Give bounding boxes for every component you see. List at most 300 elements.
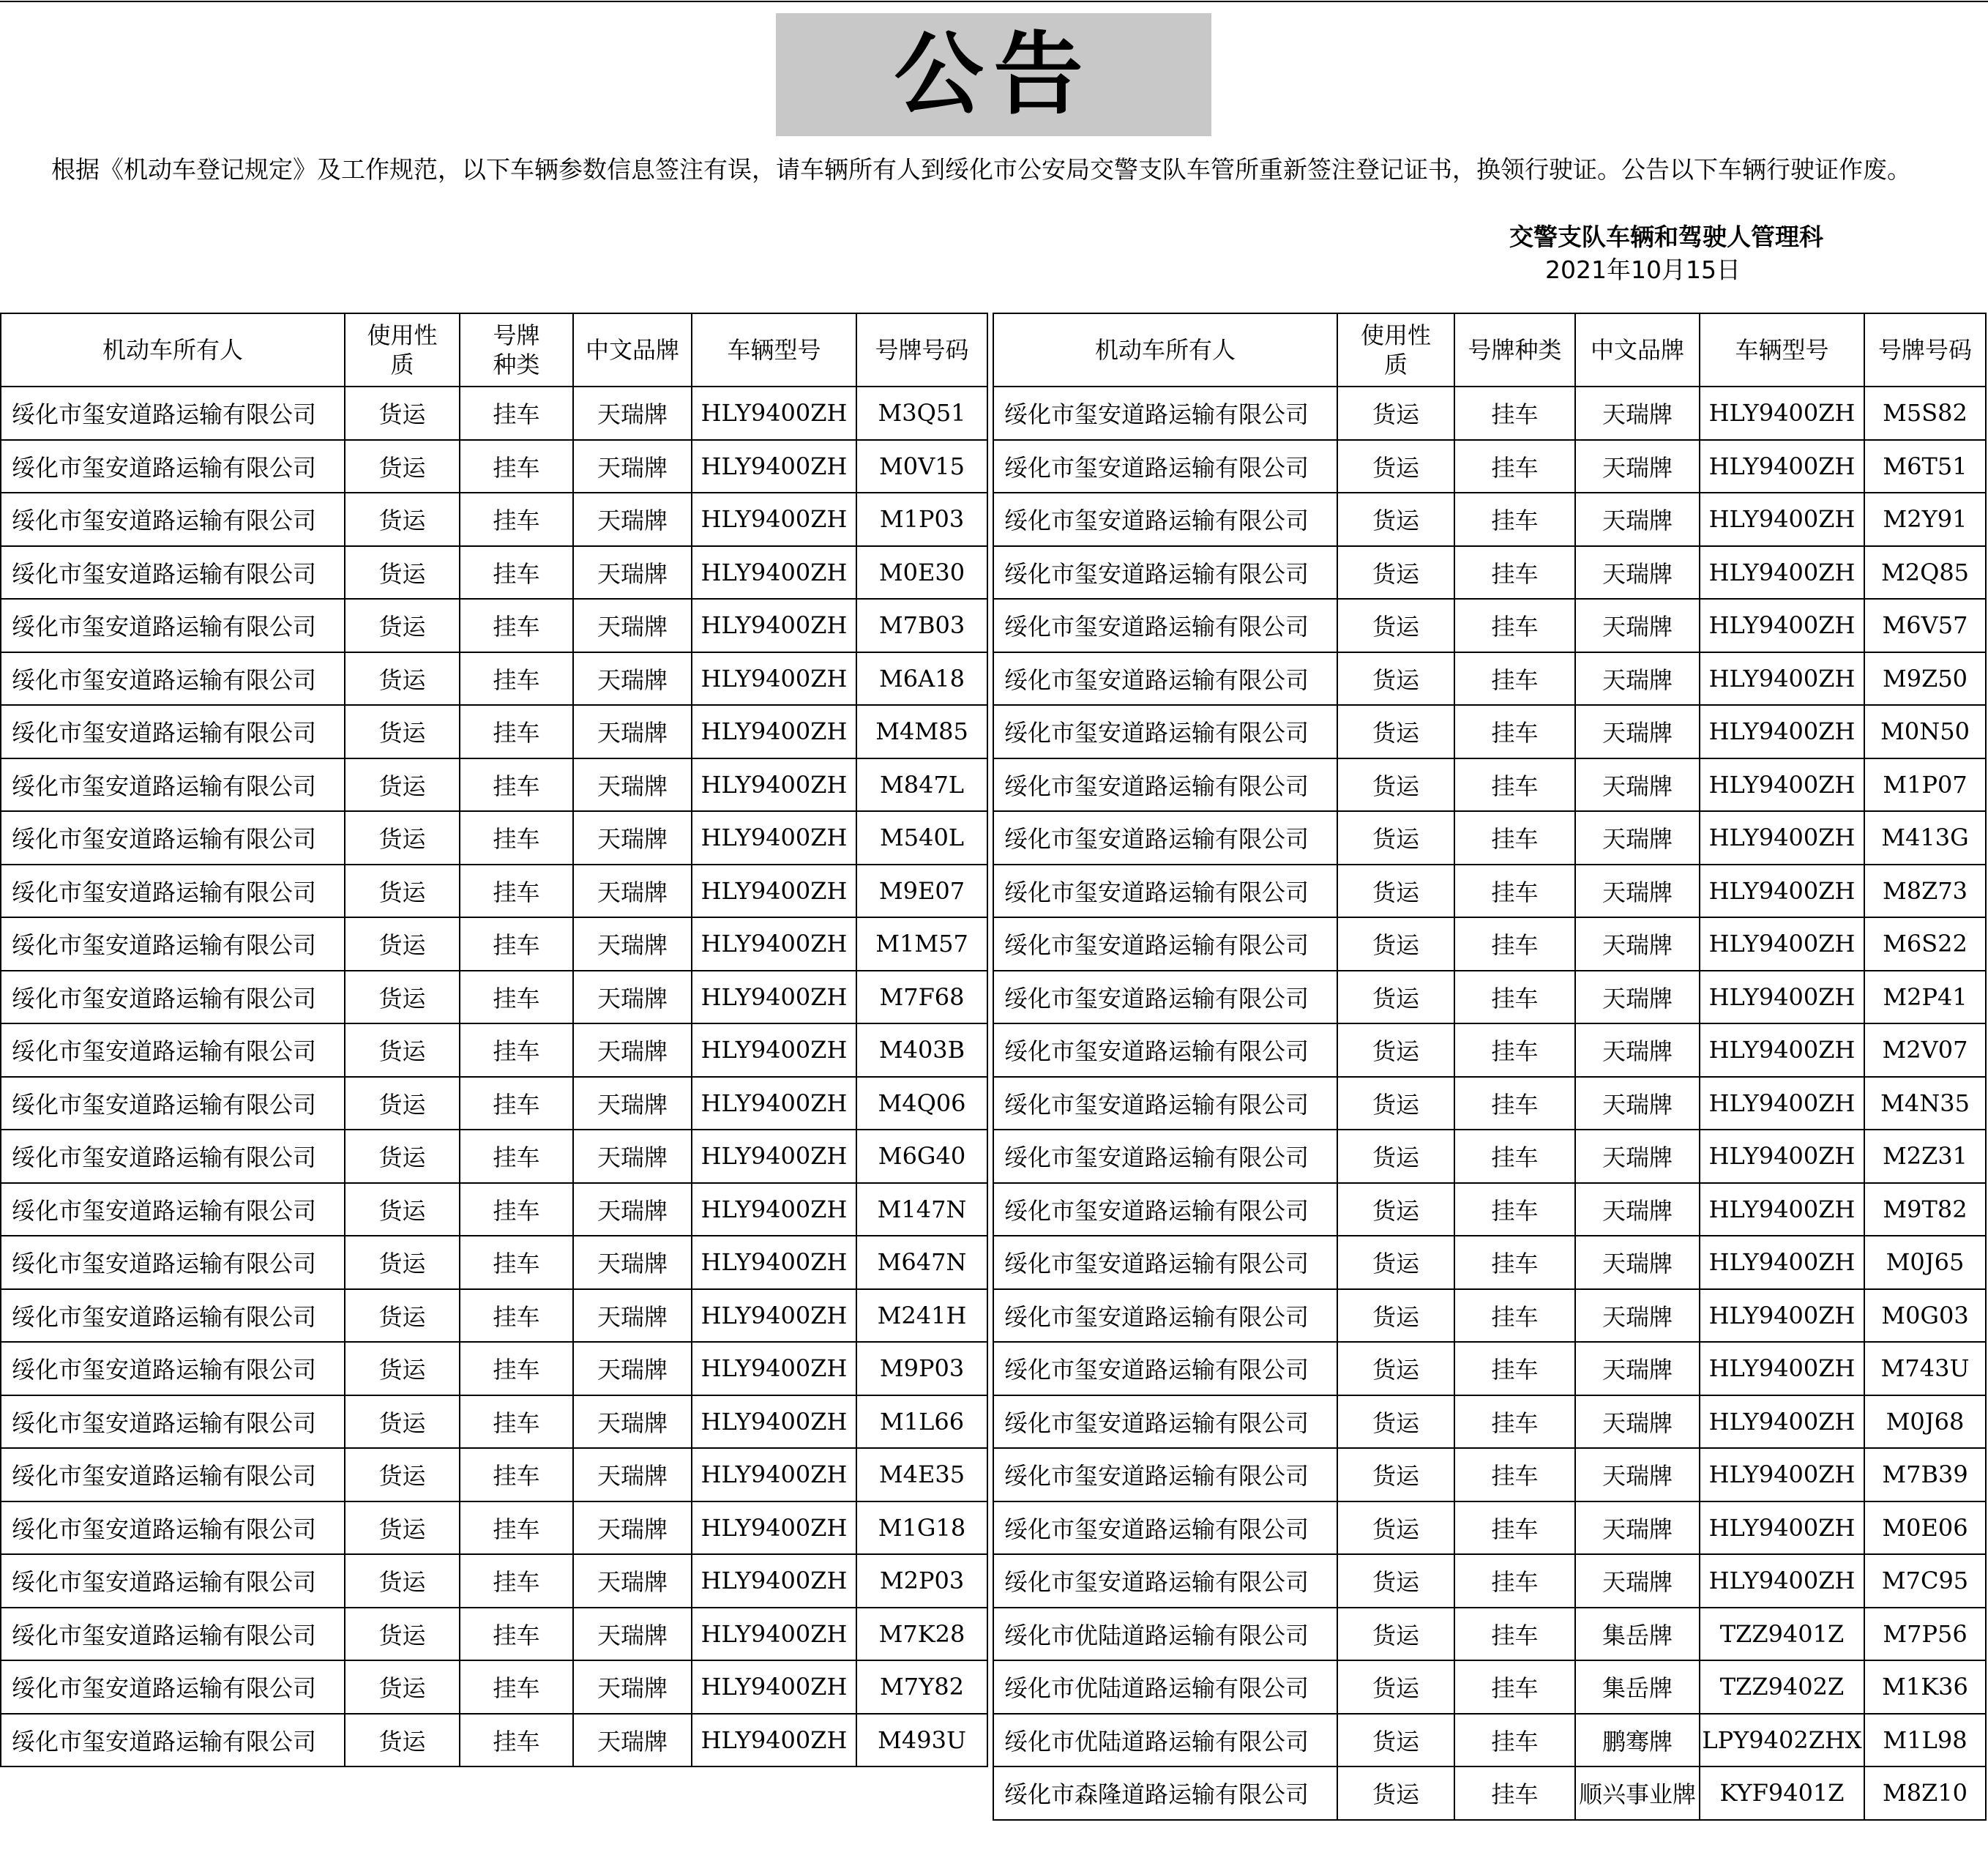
model-cell: KYF9401Z <box>1700 1766 1864 1820</box>
plate-type-cell: 挂车 <box>1454 493 1575 546</box>
table-row <box>993 546 1986 600</box>
brand-cell: 天瑞牌 <box>1575 1023 1700 1077</box>
owner-cell: 绥化市优陆道路运输有限公司 <box>993 1660 1337 1714</box>
plate-type-cell: 挂车 <box>1454 1130 1575 1183</box>
usage-cell: 货运 <box>1337 1714 1454 1767</box>
usage-cell: 货运 <box>345 1395 460 1449</box>
usage-cell: 货运 <box>1337 1395 1454 1449</box>
table-row <box>993 1342 1986 1395</box>
owner-cell: 绥化市玺安道路运输有限公司 <box>1 546 345 600</box>
owner-cell: 绥化市玺安道路运输有限公司 <box>1 1289 345 1343</box>
plate-type-cell: 挂车 <box>460 1714 573 1767</box>
model-cell: HLY9400ZH <box>1700 705 1864 758</box>
usage-cell: 货运 <box>1337 811 1454 865</box>
usage-cell: 货运 <box>1337 546 1454 600</box>
model-cell: TZZ9402Z <box>1700 1660 1864 1714</box>
plate-type-cell: 挂车 <box>460 1342 573 1395</box>
plate-number-cell: M6V57 <box>1864 599 1986 652</box>
model-cell: HLY9400ZH <box>1700 599 1864 652</box>
brand-cell: 天瑞牌 <box>1575 493 1700 546</box>
owner-cell: 绥化市玺安道路运输有限公司 <box>1 1660 345 1714</box>
table-row <box>993 1395 1986 1449</box>
model-cell: HLY9400ZH <box>692 1714 856 1767</box>
usage-cell: 货运 <box>1337 1077 1454 1130</box>
owner-cell: 绥化市玺安道路运输有限公司 <box>1 387 345 440</box>
table-row <box>993 811 1986 865</box>
model-cell: HLY9400ZH <box>692 1130 856 1183</box>
owner-cell: 绥化市森隆道路运输有限公司 <box>993 1766 1337 1820</box>
header-model: 车辆型号 <box>692 313 856 387</box>
usage-cell: 货运 <box>1337 1183 1454 1236</box>
plate-type-cell: 挂车 <box>1454 1660 1575 1714</box>
plate-number-cell: M4Q06 <box>856 1077 987 1130</box>
plate-type-cell: 挂车 <box>460 865 573 918</box>
plate-number-cell: M0G03 <box>1864 1289 1986 1343</box>
table-row <box>1 1023 987 1077</box>
plate-number-cell: M847L <box>856 758 987 812</box>
model-cell: HLY9400ZH <box>1700 493 1864 546</box>
model-cell: HLY9400ZH <box>1700 1289 1864 1343</box>
table-row <box>1 1183 987 1236</box>
owner-cell: 绥化市玺安道路运输有限公司 <box>1 1077 345 1130</box>
brand-cell: 天瑞牌 <box>573 1608 692 1661</box>
table-row <box>1 1714 987 1767</box>
model-cell: TZZ9401Z <box>1700 1608 1864 1661</box>
plate-number-cell: M4M85 <box>856 705 987 758</box>
usage-cell: 货运 <box>345 1289 460 1343</box>
model-cell: HLY9400ZH <box>692 1077 856 1130</box>
plate-type-cell: 挂车 <box>1454 1289 1575 1343</box>
brand-cell: 天瑞牌 <box>1575 387 1700 440</box>
usage-cell: 货运 <box>345 1608 460 1661</box>
usage-cell: 货运 <box>1337 1342 1454 1395</box>
owner-cell: 绥化市玺安道路运输有限公司 <box>1 865 345 918</box>
owner-cell: 绥化市玺安道路运输有限公司 <box>993 917 1337 971</box>
table-row <box>993 917 1986 971</box>
plate-type-cell: 挂车 <box>1454 1608 1575 1661</box>
usage-cell: 货运 <box>345 1130 460 1183</box>
plate-number-cell: M2P03 <box>856 1554 987 1608</box>
owner-cell: 绥化市玺安道路运输有限公司 <box>993 865 1337 918</box>
owner-cell: 绥化市玺安道路运输有限公司 <box>1 917 345 971</box>
plate-type-cell: 挂车 <box>460 917 573 971</box>
model-cell: HLY9400ZH <box>692 917 856 971</box>
plate-number-cell: M7B39 <box>1864 1448 1986 1501</box>
table-row <box>1 1130 987 1183</box>
plate-type-cell: 挂车 <box>1454 865 1575 918</box>
model-cell: HLY9400ZH <box>692 599 856 652</box>
model-cell: HLY9400ZH <box>692 1395 856 1449</box>
plate-number-cell: M2P41 <box>1864 971 1986 1024</box>
owner-cell: 绥化市玺安道路运输有限公司 <box>993 440 1337 493</box>
brand-cell: 天瑞牌 <box>1575 1130 1700 1183</box>
owner-cell: 绥化市玺安道路运输有限公司 <box>993 652 1337 706</box>
table-row <box>1 1077 987 1130</box>
model-cell: HLY9400ZH <box>692 1554 856 1608</box>
model-cell: HLY9400ZH <box>1700 811 1864 865</box>
plate-type-cell: 挂车 <box>1454 758 1575 812</box>
model-cell: HLY9400ZH <box>692 652 856 706</box>
plate-type-cell: 挂车 <box>460 1501 573 1555</box>
table-row <box>1 1448 987 1501</box>
brand-cell: 天瑞牌 <box>1575 1077 1700 1130</box>
model-cell: HLY9400ZH <box>1700 1023 1864 1077</box>
model-cell: HLY9400ZH <box>1700 440 1864 493</box>
plate-type-cell: 挂车 <box>1454 1714 1575 1767</box>
table-row <box>1 705 987 758</box>
usage-cell: 货运 <box>345 1448 460 1501</box>
brand-cell: 天瑞牌 <box>1575 811 1700 865</box>
usage-cell: 货运 <box>1337 1608 1454 1661</box>
plate-number-cell: M3Q51 <box>856 387 987 440</box>
usage-cell: 货运 <box>345 652 460 706</box>
usage-cell: 货运 <box>1337 917 1454 971</box>
model-cell: HLY9400ZH <box>1700 1342 1864 1395</box>
brand-cell: 天瑞牌 <box>573 758 692 812</box>
table-row <box>993 1130 1986 1183</box>
plate-number-cell: M0J65 <box>1864 1236 1986 1289</box>
plate-number-cell: M1G18 <box>856 1501 987 1555</box>
owner-cell: 绥化市玺安道路运输有限公司 <box>1 811 345 865</box>
table-row <box>1 1236 987 1289</box>
usage-cell: 货运 <box>345 971 460 1024</box>
usage-cell: 货运 <box>1337 971 1454 1024</box>
plate-number-cell: M7P56 <box>1864 1608 1986 1661</box>
header-model: 车辆型号 <box>1700 313 1864 387</box>
plate-type-cell: 挂车 <box>460 1183 573 1236</box>
plate-type-cell: 挂车 <box>1454 971 1575 1024</box>
owner-cell: 绥化市玺安道路运输有限公司 <box>1 758 345 812</box>
plate-number-cell: M7F68 <box>856 971 987 1024</box>
usage-cell: 货运 <box>345 440 460 493</box>
brand-cell: 集岳牌 <box>1575 1660 1700 1714</box>
table-row <box>993 440 1986 493</box>
owner-cell: 绥化市玺安道路运输有限公司 <box>993 546 1337 600</box>
table-row <box>1 811 987 865</box>
brand-cell: 天瑞牌 <box>573 493 692 546</box>
top-rule <box>0 1 1988 2</box>
header-owner: 机动车所有人 <box>993 313 1337 387</box>
owner-cell: 绥化市玺安道路运输有限公司 <box>1 1448 345 1501</box>
owner-cell: 绥化市玺安道路运输有限公司 <box>993 1289 1337 1343</box>
model-cell: HLY9400ZH <box>692 705 856 758</box>
brand-cell: 天瑞牌 <box>573 1023 692 1077</box>
brand-cell: 天瑞牌 <box>573 1342 692 1395</box>
plate-type-cell: 挂车 <box>1454 1342 1575 1395</box>
table-row <box>1 917 987 971</box>
model-cell: HLY9400ZH <box>692 1660 856 1714</box>
brand-cell: 天瑞牌 <box>573 1183 692 1236</box>
usage-cell: 货运 <box>345 1501 460 1555</box>
vehicle-table-right <box>993 313 1987 1821</box>
plate-type-cell: 挂车 <box>460 1395 573 1449</box>
owner-cell: 绥化市玺安道路运输有限公司 <box>1 1554 345 1608</box>
table-row <box>1 865 987 918</box>
owner-cell: 绥化市玺安道路运输有限公司 <box>993 1342 1337 1395</box>
plate-number-cell: M5S82 <box>1864 387 1986 440</box>
brand-cell: 天瑞牌 <box>1575 1236 1700 1289</box>
owner-cell: 绥化市玺安道路运输有限公司 <box>1 1501 345 1555</box>
brand-cell: 天瑞牌 <box>573 1395 692 1449</box>
owner-cell: 绥化市玺安道路运输有限公司 <box>993 1236 1337 1289</box>
brand-cell: 集岳牌 <box>1575 1608 1700 1661</box>
brand-cell: 天瑞牌 <box>1575 971 1700 1024</box>
owner-cell: 绥化市玺安道路运输有限公司 <box>1 1608 345 1661</box>
plate-type-cell: 挂车 <box>1454 1554 1575 1608</box>
model-cell: HLY9400ZH <box>1700 1183 1864 1236</box>
plate-number-cell: M1M57 <box>856 917 987 971</box>
usage-cell: 货运 <box>1337 1554 1454 1608</box>
plate-type-cell: 挂车 <box>460 1608 573 1661</box>
owner-cell: 绥化市玺安道路运输有限公司 <box>1 652 345 706</box>
usage-cell: 货运 <box>1337 1289 1454 1343</box>
plate-type-cell: 挂车 <box>460 1554 573 1608</box>
plate-number-cell: M0E06 <box>1864 1501 1986 1555</box>
owner-cell: 绥化市玺安道路运输有限公司 <box>993 599 1337 652</box>
plate-number-cell: M743U <box>1864 1342 1986 1395</box>
usage-cell: 货运 <box>345 1077 460 1130</box>
usage-cell: 货运 <box>345 917 460 971</box>
owner-cell: 绥化市玺安道路运输有限公司 <box>993 1554 1337 1608</box>
plate-type-cell: 挂车 <box>460 1660 573 1714</box>
plate-number-cell: M1L98 <box>1864 1714 1986 1767</box>
plate-type-cell: 挂车 <box>460 1077 573 1130</box>
usage-cell: 货运 <box>345 1023 460 1077</box>
plate-number-cell: M7Y82 <box>856 1660 987 1714</box>
page-title: 公告 <box>894 23 1094 127</box>
plate-number-cell: M2V07 <box>1864 1023 1986 1077</box>
brand-cell: 天瑞牌 <box>573 1289 692 1343</box>
owner-cell: 绥化市玺安道路运输有限公司 <box>1 1130 345 1183</box>
owner-cell: 绥化市优陆道路运输有限公司 <box>993 1608 1337 1661</box>
owner-cell: 绥化市玺安道路运输有限公司 <box>993 1448 1337 1501</box>
table-row <box>1 971 987 1024</box>
brand-cell: 天瑞牌 <box>1575 599 1700 652</box>
model-cell: HLY9400ZH <box>1700 1448 1864 1501</box>
table-row <box>993 652 1986 706</box>
usage-cell: 货运 <box>345 1183 460 1236</box>
plate-number-cell: M7K28 <box>856 1608 987 1661</box>
plate-number-cell: M4E35 <box>856 1448 987 1501</box>
plate-number-cell: M1P07 <box>1864 758 1986 812</box>
plate-type-cell: 挂车 <box>1454 1448 1575 1501</box>
usage-cell: 货运 <box>345 493 460 546</box>
brand-cell: 天瑞牌 <box>1575 1395 1700 1449</box>
plate-type-cell: 挂车 <box>460 652 573 706</box>
plate-number-cell: M0N50 <box>1864 705 1986 758</box>
plate-number-cell: M2Q85 <box>1864 546 1986 600</box>
header-plate-number: 号牌号码 <box>1864 313 1986 387</box>
owner-cell: 绥化市玺安道路运输有限公司 <box>1 971 345 1024</box>
brand-cell: 天瑞牌 <box>573 811 692 865</box>
table-row <box>993 971 1986 1024</box>
plate-type-cell: 挂车 <box>460 387 573 440</box>
plate-type-cell: 挂车 <box>460 758 573 812</box>
owner-cell: 绥化市玺安道路运输有限公司 <box>993 971 1337 1024</box>
owner-cell: 绥化市玺安道路运输有限公司 <box>1 493 345 546</box>
model-cell: HLY9400ZH <box>692 440 856 493</box>
owner-cell: 绥化市优陆道路运输有限公司 <box>993 1714 1337 1767</box>
owner-cell: 绥化市玺安道路运输有限公司 <box>993 1130 1337 1183</box>
table-row <box>993 1501 1986 1555</box>
usage-cell: 货运 <box>1337 705 1454 758</box>
plate-type-cell: 挂车 <box>1454 1077 1575 1130</box>
owner-cell: 绥化市玺安道路运输有限公司 <box>993 387 1337 440</box>
plate-number-cell: M647N <box>856 1236 987 1289</box>
brand-cell: 顺兴事业牌 <box>1575 1766 1700 1820</box>
plate-type-cell: 挂车 <box>460 1023 573 1077</box>
brand-cell: 天瑞牌 <box>1575 1448 1700 1501</box>
model-cell: HLY9400ZH <box>692 1183 856 1236</box>
plate-type-cell: 挂车 <box>1454 1236 1575 1289</box>
model-cell: HLY9400ZH <box>692 493 856 546</box>
issue-date: 2021年10月15日 <box>1545 255 1741 284</box>
table-row <box>1 1342 987 1395</box>
model-cell: HLY9400ZH <box>1700 546 1864 600</box>
model-cell: HLY9400ZH <box>1700 1130 1864 1183</box>
header-usage: 使用性质 <box>345 313 460 387</box>
usage-cell: 货运 <box>345 758 460 812</box>
brand-cell: 鹏骞牌 <box>1575 1714 1700 1767</box>
model-cell: HLY9400ZH <box>692 1289 856 1343</box>
plate-type-cell: 挂车 <box>460 1289 573 1343</box>
table-row <box>1 1501 987 1555</box>
brand-cell: 天瑞牌 <box>573 440 692 493</box>
header-plate-type: 号牌种类 <box>460 313 573 387</box>
model-cell: HLY9400ZH <box>1700 387 1864 440</box>
table-row <box>1 1289 987 1343</box>
model-cell: HLY9400ZH <box>692 865 856 918</box>
plate-type-cell: 挂车 <box>1454 917 1575 971</box>
model-cell: HLY9400ZH <box>1700 1077 1864 1130</box>
table-row <box>993 1554 1986 1608</box>
brand-cell: 天瑞牌 <box>573 1660 692 1714</box>
brand-cell: 天瑞牌 <box>1575 440 1700 493</box>
plate-type-cell: 挂车 <box>1454 652 1575 706</box>
brand-cell: 天瑞牌 <box>573 705 692 758</box>
plate-number-cell: M147N <box>856 1183 987 1236</box>
model-cell: HLY9400ZH <box>692 1023 856 1077</box>
brand-cell: 天瑞牌 <box>573 599 692 652</box>
header-usage: 使用性质 <box>1337 313 1454 387</box>
table-row <box>993 493 1986 546</box>
plate-number-cell: M9T82 <box>1864 1183 1986 1236</box>
brand-cell: 天瑞牌 <box>573 652 692 706</box>
table-row <box>1 1395 987 1449</box>
plate-number-cell: M403B <box>856 1023 987 1077</box>
model-cell: HLY9400ZH <box>692 758 856 812</box>
table-row <box>993 758 1986 812</box>
model-cell: HLY9400ZH <box>1700 1395 1864 1449</box>
usage-cell: 货运 <box>1337 1660 1454 1714</box>
owner-cell: 绥化市玺安道路运输有限公司 <box>1 1236 345 1289</box>
usage-cell: 货运 <box>1337 758 1454 812</box>
plate-type-cell: 挂车 <box>1454 705 1575 758</box>
table-row <box>993 705 1986 758</box>
usage-cell: 货运 <box>345 705 460 758</box>
model-cell: HLY9400ZH <box>1700 1554 1864 1608</box>
usage-cell: 货运 <box>1337 1501 1454 1555</box>
brand-cell: 天瑞牌 <box>573 546 692 600</box>
plate-type-cell: 挂车 <box>1454 1183 1575 1236</box>
brand-cell: 天瑞牌 <box>573 1077 692 1130</box>
owner-cell: 绥化市玺安道路运输有限公司 <box>1 1714 345 1767</box>
plate-type-cell: 挂车 <box>1454 1766 1575 1820</box>
usage-cell: 货运 <box>1337 1023 1454 1077</box>
plate-number-cell: M2Z31 <box>1864 1130 1986 1183</box>
owner-cell: 绥化市玺安道路运输有限公司 <box>1 1395 345 1449</box>
brand-cell: 天瑞牌 <box>573 971 692 1024</box>
brand-cell: 天瑞牌 <box>1575 865 1700 918</box>
plate-type-cell: 挂车 <box>460 546 573 600</box>
brand-cell: 天瑞牌 <box>573 1714 692 1767</box>
plate-number-cell: M1L66 <box>856 1395 987 1449</box>
title-banner <box>776 13 1211 136</box>
owner-cell: 绥化市玺安道路运输有限公司 <box>993 1183 1337 1236</box>
owner-cell: 绥化市玺安道路运输有限公司 <box>993 705 1337 758</box>
table-row <box>993 1766 1986 1820</box>
table-row <box>993 1608 1986 1661</box>
plate-number-cell: M9E07 <box>856 865 987 918</box>
model-cell: HLY9400ZH <box>692 546 856 600</box>
usage-cell: 货运 <box>1337 387 1454 440</box>
plate-number-cell: M9P03 <box>856 1342 987 1395</box>
table-row <box>1 1660 987 1714</box>
owner-cell: 绥化市玺安道路运输有限公司 <box>993 1395 1337 1449</box>
brand-cell: 天瑞牌 <box>573 1236 692 1289</box>
table-row <box>993 1714 1986 1767</box>
table-row <box>1 1608 987 1661</box>
header-brand: 中文品牌 <box>573 313 692 387</box>
plate-number-cell: M9Z50 <box>1864 652 1986 706</box>
plate-number-cell: M8Z10 <box>1864 1766 1986 1820</box>
plate-number-cell: M6S22 <box>1864 917 1986 971</box>
plate-number-cell: M0J68 <box>1864 1395 1986 1449</box>
model-cell: HLY9400ZH <box>692 1448 856 1501</box>
plate-number-cell: M6A18 <box>856 652 987 706</box>
brand-cell: 天瑞牌 <box>1575 917 1700 971</box>
table-row <box>993 387 1986 440</box>
brand-cell: 天瑞牌 <box>573 1554 692 1608</box>
plate-number-cell: M0E30 <box>856 546 987 600</box>
plate-number-cell: M6G40 <box>856 1130 987 1183</box>
issuer-name: 交警支队车辆和驾驶人管理科 <box>1509 223 1823 251</box>
usage-cell: 货运 <box>1337 1236 1454 1289</box>
owner-cell: 绥化市玺安道路运输有限公司 <box>1 599 345 652</box>
table-row <box>993 1023 1986 1077</box>
usage-cell: 货运 <box>1337 865 1454 918</box>
table-header-row <box>1 313 987 387</box>
plate-number-cell: M1P03 <box>856 493 987 546</box>
plate-number-cell: M2Y91 <box>1864 493 1986 546</box>
usage-cell: 货运 <box>1337 440 1454 493</box>
plate-type-cell: 挂车 <box>1454 387 1575 440</box>
model-cell: HLY9400ZH <box>1700 1501 1864 1555</box>
brand-cell: 天瑞牌 <box>1575 1554 1700 1608</box>
vehicle-table-left <box>0 313 988 1767</box>
plate-type-cell: 挂车 <box>460 1236 573 1289</box>
table-row <box>993 865 1986 918</box>
model-cell: HLY9400ZH <box>692 971 856 1024</box>
plate-type-cell: 挂车 <box>460 811 573 865</box>
plate-number-cell: M8Z73 <box>1864 865 1986 918</box>
brand-cell: 天瑞牌 <box>573 387 692 440</box>
plate-number-cell: M413G <box>1864 811 1986 865</box>
model-cell: HLY9400ZH <box>1700 652 1864 706</box>
table-row <box>1 493 987 546</box>
owner-cell: 绥化市玺安道路运输有限公司 <box>1 1183 345 1236</box>
brand-cell: 天瑞牌 <box>573 865 692 918</box>
